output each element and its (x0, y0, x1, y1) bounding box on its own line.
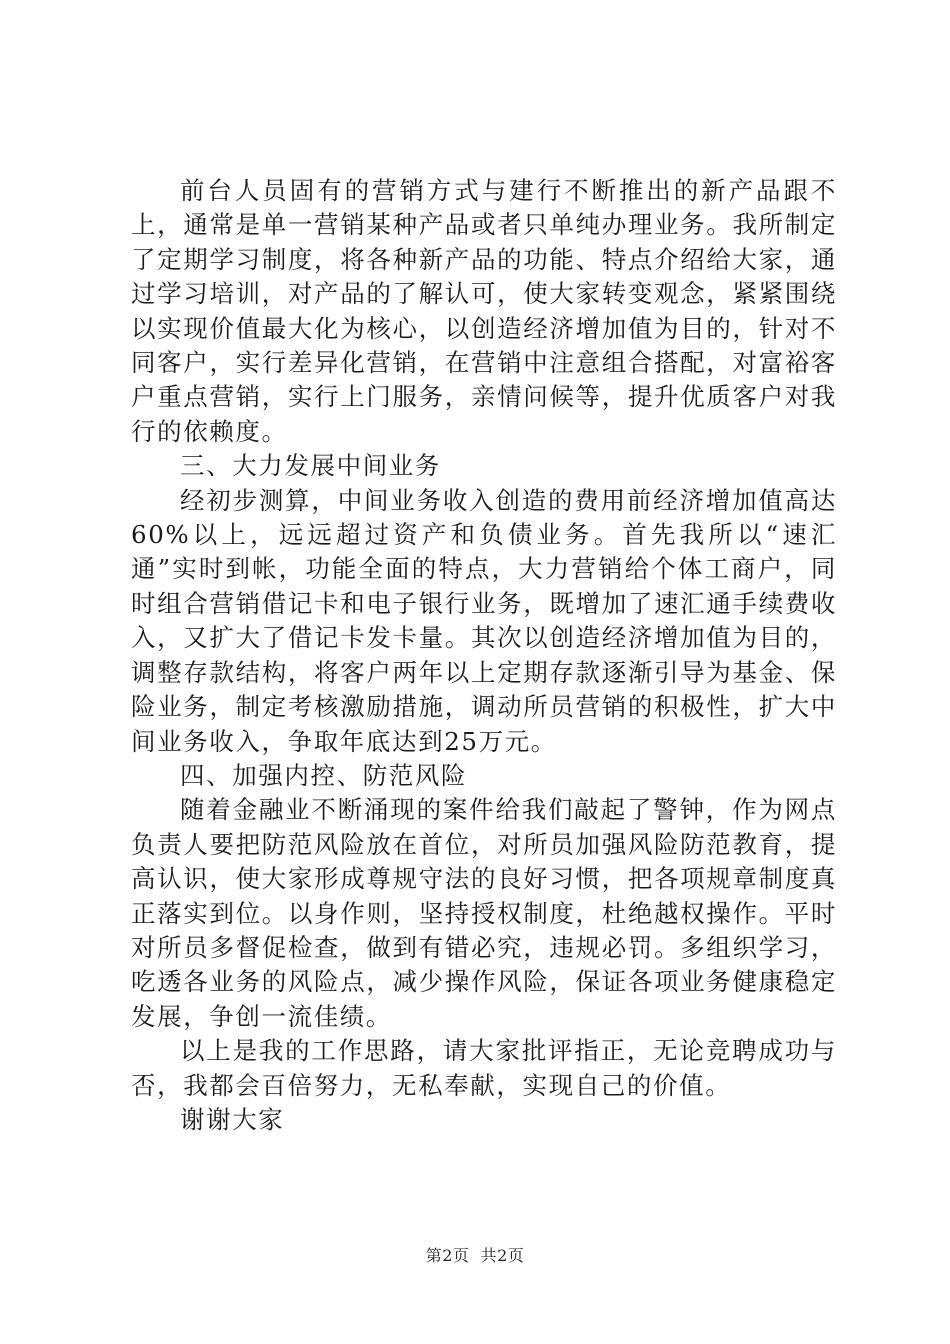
page-footer (0, 1243, 950, 1266)
page-number-label: 第2页 共2页 (425, 1246, 525, 1265)
section-heading-risk-control: 四、加强内控、防范风险 (180, 760, 468, 790)
paragraph-marketing: 前台人员固有的营销方式与建行不断推出的新产品跟不上，通常是单一营销某种产品或者只单纯办理业务。我所制定了定期学习制度，将各种新产品的功能、特点介绍给大家，通过学习培训，对产品的了解认可，使大家转变观念，紧紧围绕以实现价值最大化为核心，以创造经济增加值为目的，针对不同客户，实行差异化营销，在营销中注意组合搭配，对富裕客户重点营销，实行上门服务，亲情问候等，提升优质客户对我行的依赖度。 (131, 176, 837, 446)
paragraph-thanks: 谢谢大家 (180, 1104, 285, 1134)
paragraph-closing: 以上是我的工作思路，请大家批评指正，无论竞聘成功与否，我都会百倍努力，无私奉献，实现自己的价值。 (131, 1036, 837, 1100)
paragraph-intermediate-business: 经初步测算，中间业务收入创造的费用前经济增加值高达60%以上，远远超过资产和负债业务。首先我所以“速汇通”实时到帐，功能全面的特点，大力营销给个体工商户，同时组合营销借记卡和电子银行业务，既增加了速汇通手续费收入，又扩大了借记卡发卡量。其次以创造经济增加值为目的，调整存款结构，将客户两年以上定期存款逐渐引导为基金、保险业务，制定考核激励措施，调动所员营销的积极性，扩大中间业务收入，争取年底达到25万元。 (131, 485, 837, 756)
paragraph-risk-control: 随着金融业不断涌现的案件给我们敲起了警钟，作为网点负责人要把防范风险放在首位，对所员加强风险防范教育，提高认识，使大家形成尊规守法的良好习惯，把各项规章制度真正落实到位。以身作则，坚持授权制度，杜绝越权操作。平时对所员多督促检查，做到有错必究，违规必罚。多组织学习，吃透各业务的风险点，减少操作风险，保证各项业务健康稳定发展，争创一流佳绩。 (131, 795, 837, 1031)
section-heading-intermediate-business: 三、大力发展中间业务 (180, 451, 441, 481)
document-body (131, 174, 837, 1137)
